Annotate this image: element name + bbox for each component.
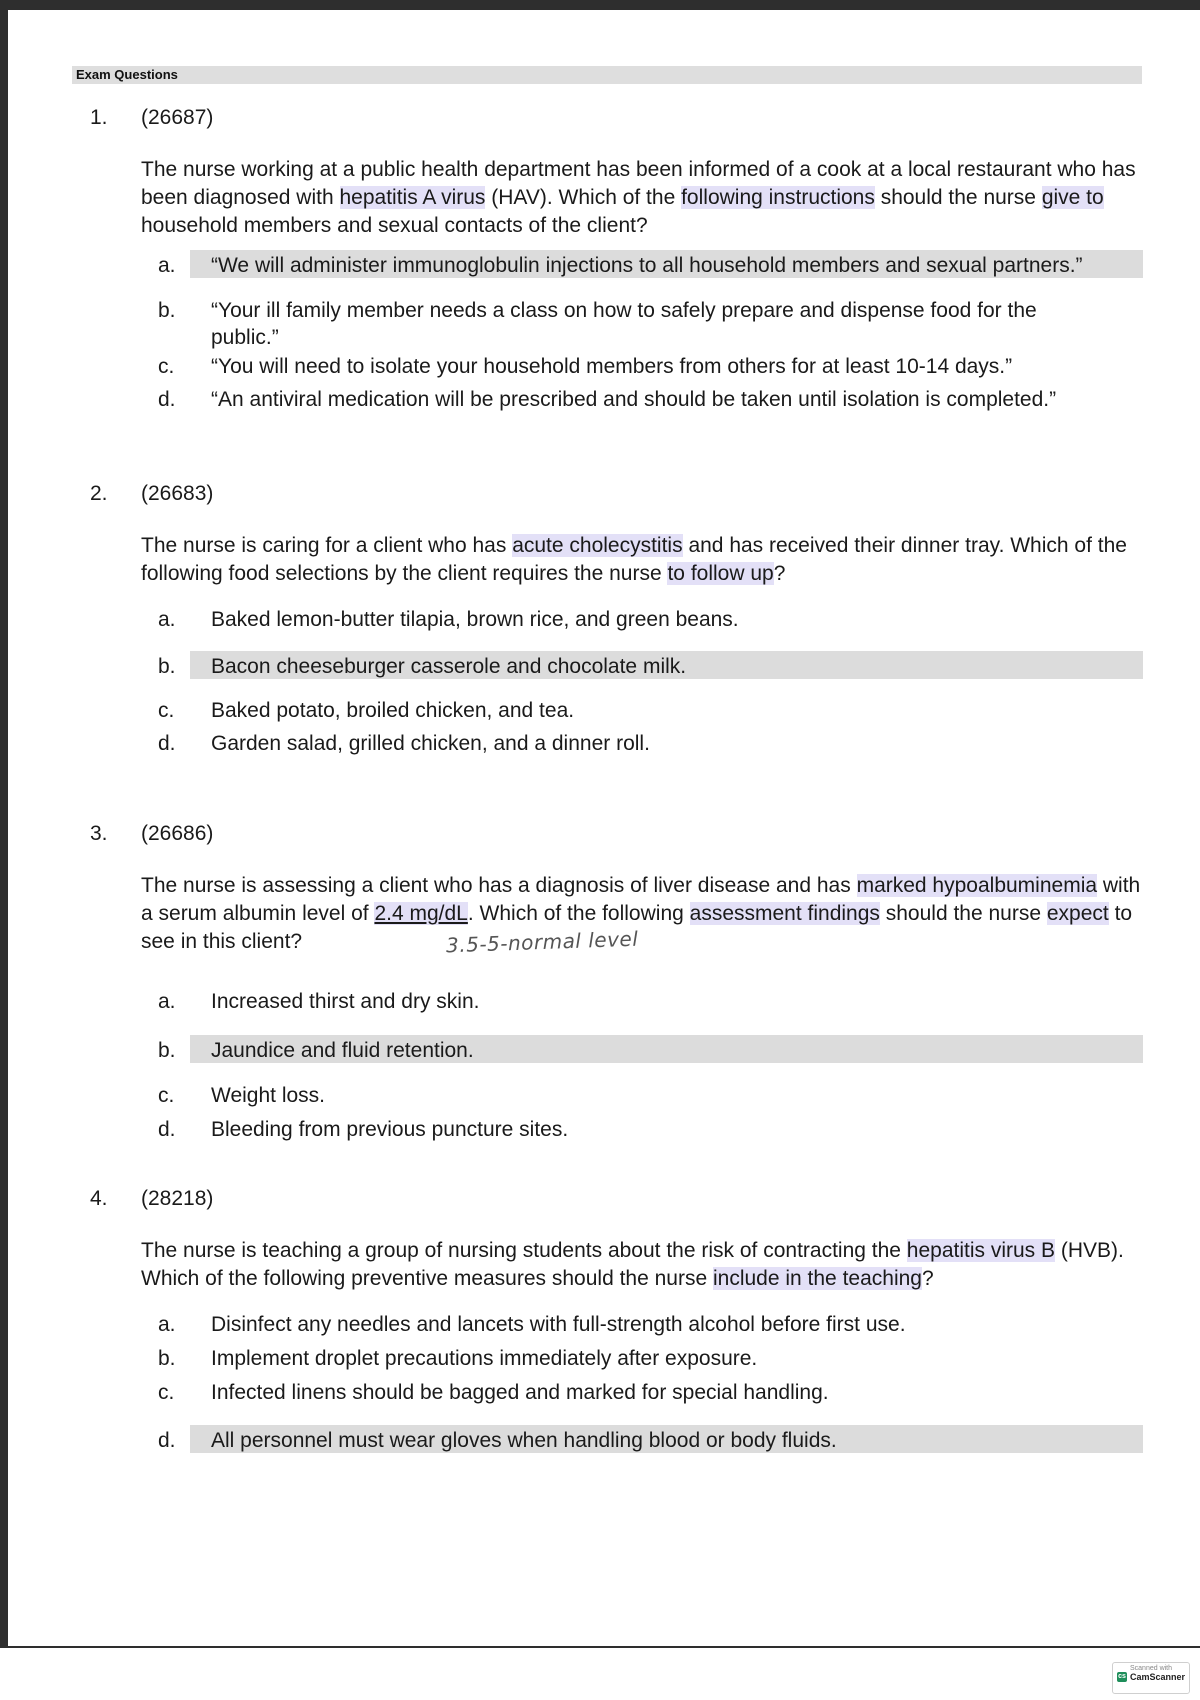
scan-footer (0, 1648, 1200, 1700)
question-number: 2. (90, 482, 108, 505)
highlight: following instructions (681, 186, 875, 209)
question-number: 4. (90, 1187, 108, 1210)
question-code: (26686) (141, 822, 214, 845)
question-stem: The nurse is teaching a group of nursing students about the risk of contracting the hepatitis virus B (HVB). Which of the following preventive measures should the nurse include in the teaching? (141, 1239, 1124, 1290)
highlight: acute cholecystitis (512, 534, 683, 557)
highlight: hepatitis virus B (906, 1239, 1056, 1262)
question-code: (28218) (141, 1187, 214, 1210)
question-stem: The nurse working at a public health department has been informed of a cook at a local restaurant who has been diagnosed with hepatitis A virus (HAV). Which of the following instructions should the nurse give to household members and sexual contacts of the client? (141, 158, 1136, 237)
question-code: (26683) (141, 482, 214, 505)
highlight: include in the teaching (712, 1267, 922, 1290)
highlight: to follow up (667, 562, 774, 585)
highlight: 2.4 mg/dL (374, 902, 468, 925)
camscanner-badge (1112, 1662, 1190, 1694)
question-code: (26687) (141, 106, 214, 129)
camscanner-icon: cs (1118, 1673, 1126, 1680)
handwritten-note: 3.5-5-normal level (445, 926, 639, 958)
highlight: marked hypoalbuminemia (856, 874, 1098, 897)
highlight: assessment findings (689, 902, 880, 925)
question-stem: The nurse is assessing a client who has a diagnosis of liver disease and has marked hypoalbuminemia with a serum albumin level of 2.4 mg/dL. Which of the following assessment findings should the nurse expect to see in this client? (141, 874, 1141, 953)
section-title: Exam Questions (76, 67, 178, 82)
question-stem: The nurse is caring for a client who has acute cholecystitis and has received their dinner tray. Which of the following food selections by the client requires the nurse to follow up? (141, 534, 1127, 585)
question-number: 3. (90, 822, 108, 845)
scanner-caption: Scanned with (1129, 1665, 1173, 1672)
scanner-brand-name: CamScanner (1129, 1672, 1186, 1682)
section-header-bar (72, 66, 1142, 84)
highlight: hepatitis A virus (339, 186, 486, 209)
scanner-brand (1113, 1672, 1189, 1682)
highlight: expect (1046, 902, 1109, 925)
question-number: 1. (90, 106, 108, 129)
highlight: give to (1041, 186, 1104, 209)
document-page: Exam Questions 1. (26687) The nurse working at a public health department has been informed of a cook at a local restaurant who has been diagnosed with hepatitis A virus (HAV). Which of the following instructions should the nurse give to household members and sexual contacts of the client? a. “We will administer immunoglobulin injections to all household members and sexual partners.” b. “Your ill family member needs a class on how to safely prepare and dispense food for the public.” c. “You will need to isolate your household members from others for at least 10-14 days.” d. “An antiviral medication will be prescribed and should be taken until isolation is completed.” 2. (26683) The nurse is caring for a client who has acute cholecystitis and has received their dinner tray. Which of the following food selections by the client requires the nurse to follow up? a. Baked lemon-butter tilapia, brown rice, and green beans. b. Bacon cheeseburger casserole and chocolate milk. c. Baked potato, broiled chicken, and tea. d. Garden salad, grilled chicken, and a dinner roll. 3. (26686) The nurse is assessing a client who has a diagnosis of liver disease and has marked hypoalbuminemia with a serum albumin level of 2.4 mg/dL. Which of the following assessment findings should the nurse expect to see in this client? 3.5-5-normal level a. Increased thirst and dry skin. b. Jaundice and fluid retention. c. Weight loss. d. Bleeding from previous puncture sites. 4. (28218) The nurse is teaching a group of nursing students about the risk of contracting the hepatitis virus B (HVB). Which of the following preventive measures should the nurse include in the teaching? a. Disinfect any needles and lancets with full-strength alcohol before first use. b. Implement droplet precautions immediately after exposure. c. Infected linens should be bagged and marked for special handling. d. All personnel must wear gloves when handling blood or body fluids. (8, 10, 1200, 1646)
